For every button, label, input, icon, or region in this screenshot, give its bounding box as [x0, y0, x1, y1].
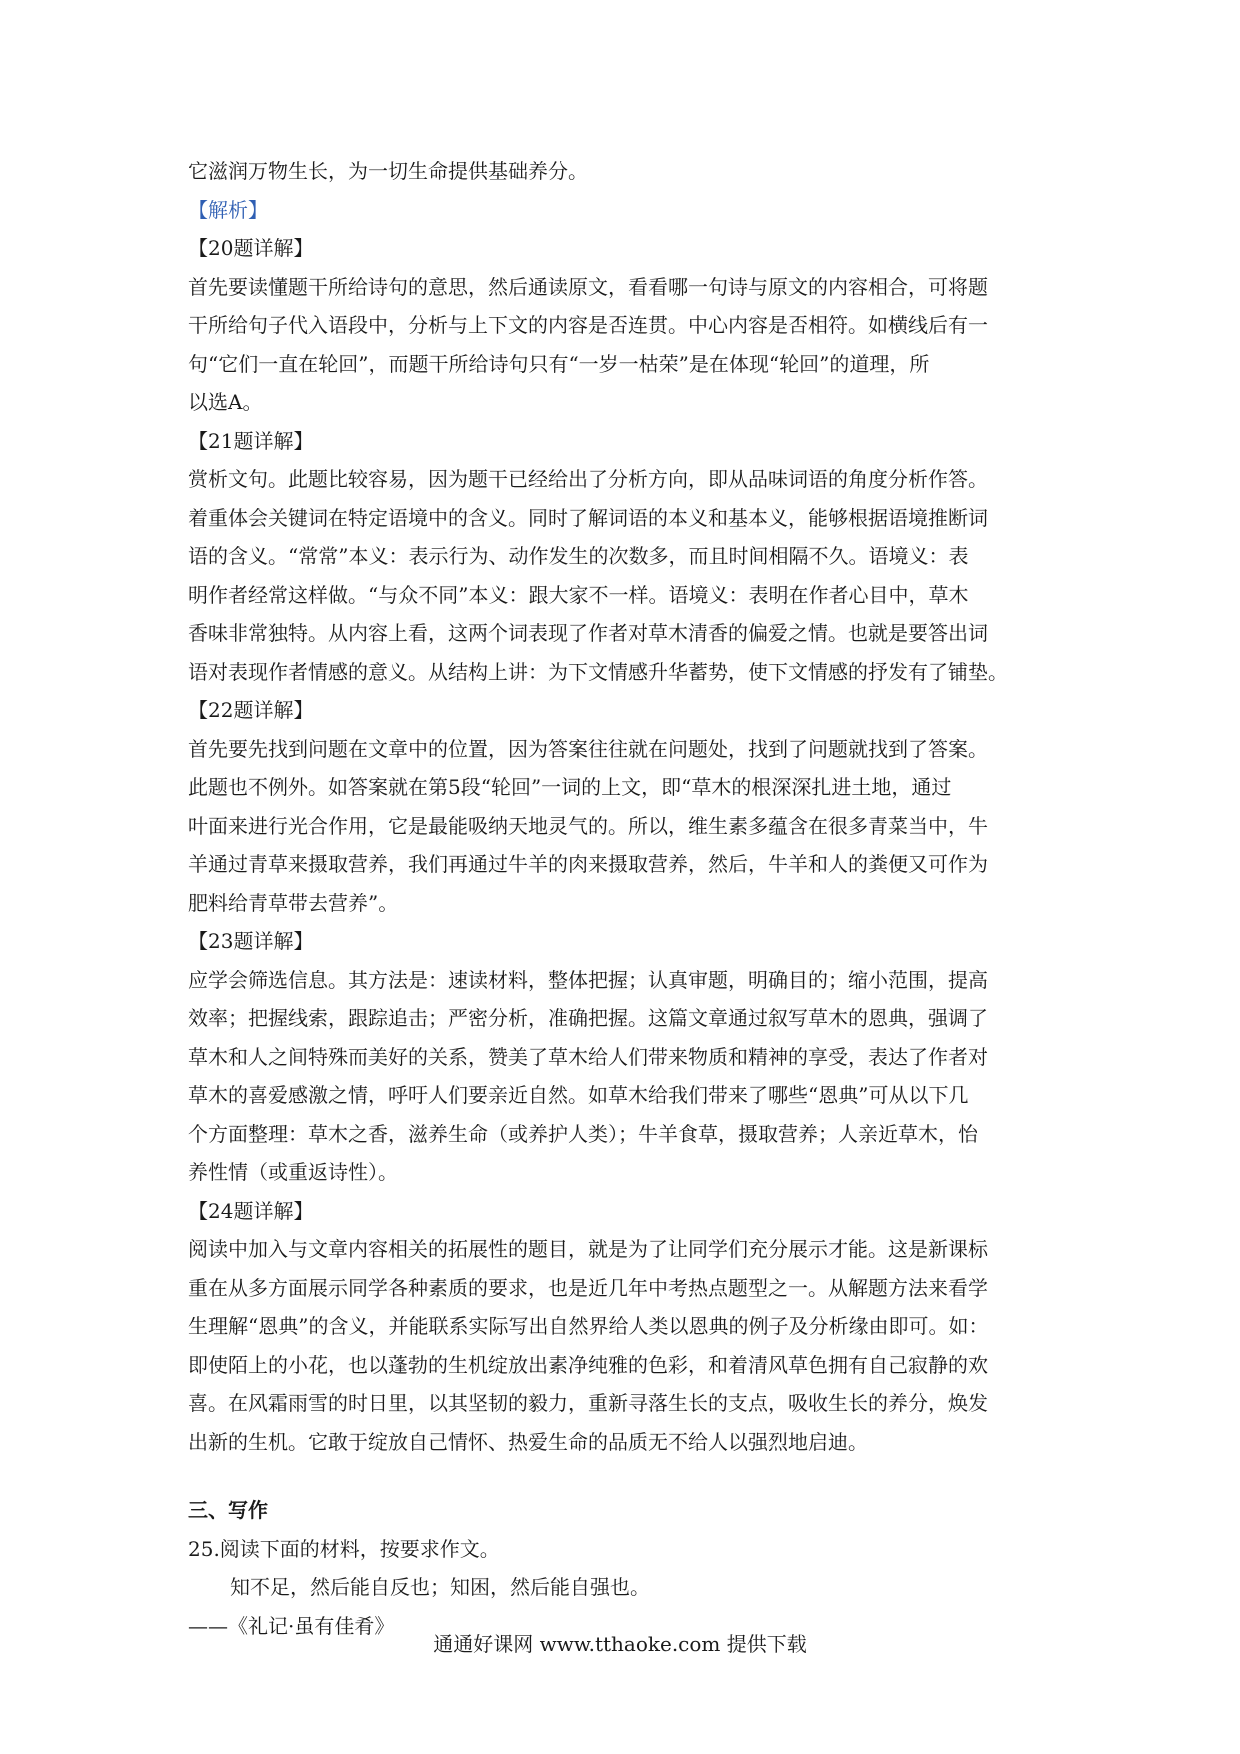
- section-spacer: [188, 1461, 1056, 1491]
- analysis-label: 【解析】: [188, 197, 268, 222]
- q21-line: 语对表现作者情感的意义。从结构上讲：为下文情感升华蓄势，使下文情感的抒发有了铺垫。: [188, 659, 1008, 684]
- q24-line: 出新的生机。它敢于绽放自己情怀、热爱生命的品质无不给人以强烈地启迪。: [188, 1429, 868, 1454]
- q22-line: 首先要先找到问题在文章中的位置，因为答案往往就在问题处，找到了问题就找到了答案。: [188, 736, 988, 761]
- writing-quote: 知不足，然后能自反也；知困，然后能自强也。: [230, 1575, 650, 1599]
- page-footer: 通通好课网 www.tthaoke.com 提供下载: [433, 1632, 807, 1656]
- q21-line: 语的含义。“常常”本义：表示行为、动作发生的次数多，而且时间相隔不久。语境义：表: [188, 544, 969, 568]
- q21-line: 着重体会关键词在特定语境中的含义。同时了解词语的本义和基本义，能够根据语境推断词: [188, 505, 988, 530]
- q21-line: 赏析文句。此题比较容易，因为题干已经给出了分析方向，即从品味词语的角度分析作答。: [188, 467, 988, 491]
- q22-line: 肥料给青草带去营养”。: [188, 890, 399, 915]
- q21-heading: 【21题详解】: [188, 428, 314, 453]
- q22-heading: 【22题详解】: [188, 698, 314, 722]
- intro-line: 它滋润万物生长，为一切生命提供基础养分。: [188, 159, 588, 183]
- q24-line: 生理解“恩典”的含义，并能联系实际写出自然界给人类以恩典的例子及分析缘由即可。如：: [188, 1314, 989, 1338]
- q24-line: 阅读中加入与文章内容相关的拓展性的题目，就是为了让同学们充分展示才能。这是新课标: [188, 1237, 988, 1261]
- q23-heading: 【23题详解】: [188, 929, 314, 953]
- q24-line: 即使陌上的小花，也以蓬勃的生机绽放出素净纯雅的色彩，和着清风草色拥有自己寂静的欢: [188, 1352, 988, 1377]
- q23-line: 草木和人之间特殊而美好的关系，赞美了草木给人们带来物质和精神的享受，表达了作者对: [188, 1044, 988, 1069]
- writing-question: 25.阅读下面的材料，按要求作文。: [188, 1536, 500, 1561]
- q24-line: 喜。在风霜雨雪的时日里，以其坚韧的毅力，重新寻落生长的支点，吸收生长的养分，焕发: [188, 1391, 988, 1415]
- q22-line: 此题也不例外。如答案就在第5段“轮回”一词的上文，即“草木的根深深扎进土地，通过: [188, 775, 952, 799]
- q23-line: 个方面整理：草木之香，滋养生命（或养护人类）；牛羊食草，摄取营养；人亲近草木，怡: [188, 1121, 978, 1146]
- q20-line: 句“它们一直在轮回”，而题干所给诗句只有“一岁一枯荣”是在体现“轮回”的道理，所: [188, 351, 930, 376]
- q23-line: 养性情（或重返诗性）。: [188, 1160, 398, 1184]
- q23-line: 应学会筛选信息。其方法是：速读材料，整体把握；认真审题，明确目的；缩小范围，提高: [188, 967, 988, 992]
- q20-heading: 【20题详解】: [188, 236, 314, 260]
- q23-line: 效率；把握线索，跟踪追击；严密分析，准确把握。这篇文章通过叙写草木的恩典，强调了: [188, 1006, 988, 1030]
- q21-line: 香味非常独特。从内容上看，这两个词表现了作者对草木清香的偏爱之情。也就是要答出词: [188, 621, 988, 645]
- writing-section-title: 三、写作: [188, 1498, 268, 1522]
- document-body: [188, 152, 1056, 1645]
- q20-line: 干所给句子代入语段中，分析与上下文的内容是否连贯。中心内容是否相符。如横线后有一: [188, 313, 988, 337]
- q24-line: 重在从多方面展示同学各种素质的要求，也是近几年中考热点题型之一。从解题方法来看学: [188, 1275, 988, 1300]
- q24-heading: 【24题详解】: [188, 1198, 314, 1223]
- q21-line: 明作者经常这样做。“与众不同”本义：跟大家不一样。语境义：表明在作者心目中，草木: [188, 582, 969, 607]
- q20-line: 首先要读懂题干所给诗句的意思，然后通读原文，看看哪一句诗与原文的内容相合，可将题: [188, 274, 988, 299]
- writing-quote-source: ——《礼记·虽有佳肴》: [188, 1613, 395, 1638]
- q20-line: 以选A。: [188, 390, 263, 414]
- q23-line: 草木的喜爱感激之情，呼吁人们要亲近自然。如草木给我们带来了哪些“恩典”可从以下几: [188, 1083, 969, 1107]
- q22-line: 叶面来进行光合作用，它是最能吸纳天地灵气的。所以，维生素多蕴含在很多青菜当中，牛: [188, 813, 988, 838]
- q22-line: 羊通过青草来摄取营养，我们再通过牛羊的肉来摄取营养，然后，牛羊和人的粪便又可作为: [188, 852, 988, 876]
